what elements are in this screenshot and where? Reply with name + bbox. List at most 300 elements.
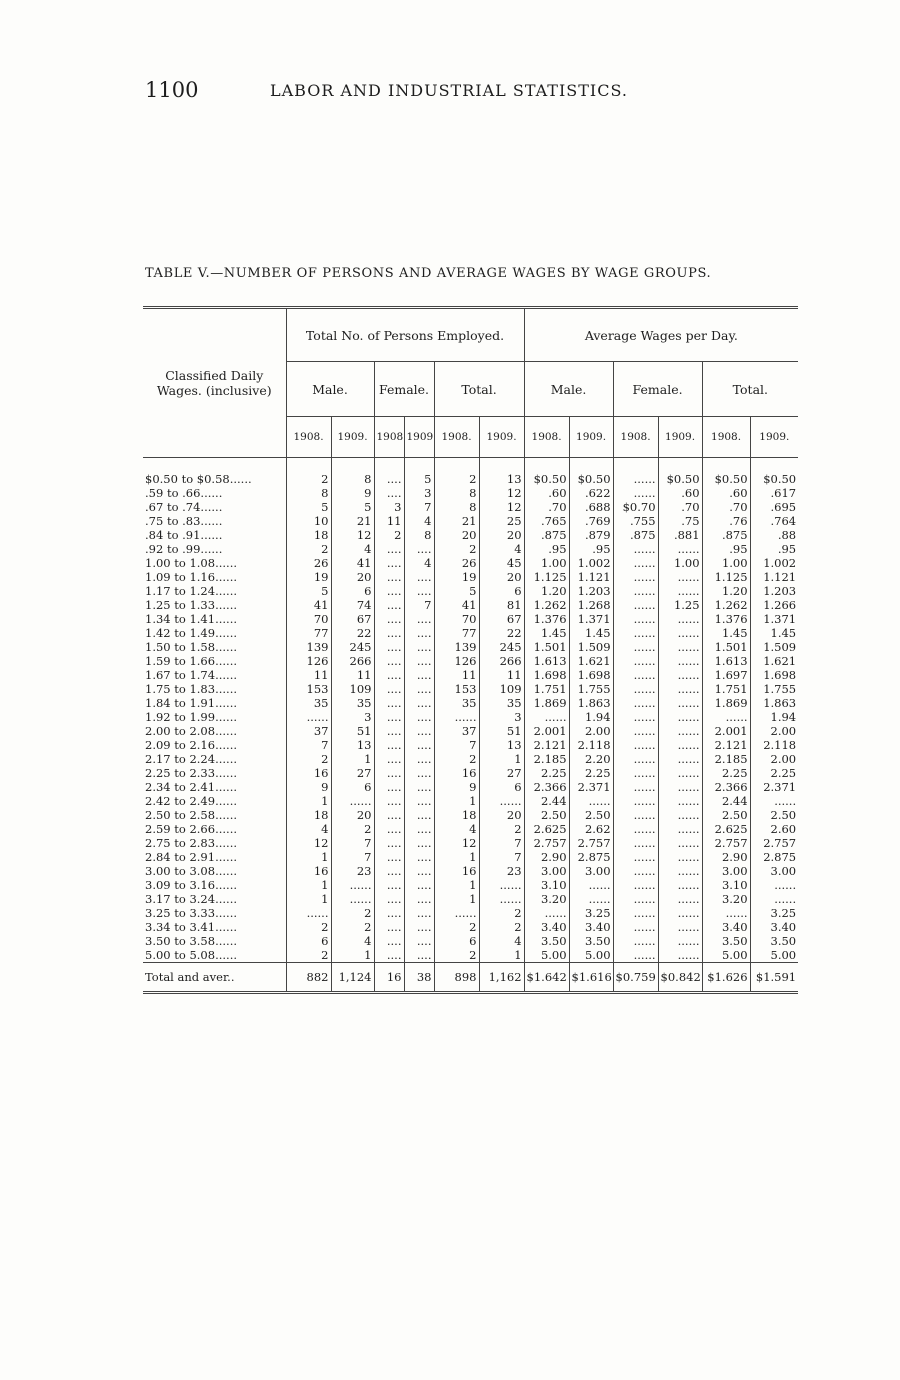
table-cell: 12 [434, 836, 479, 850]
table-cell: 2.757 [569, 836, 613, 850]
table-cell: ...... [658, 808, 702, 822]
wage-range-cell: 1.00 to 1.08...... [145, 556, 237, 570]
table-row [143, 766, 798, 780]
wage-range-cell: 1.17 to 1.24...... [145, 584, 237, 598]
table-cell: ...... [613, 920, 658, 934]
table-cell: 5.00 [569, 948, 613, 963]
table-cell: .... [404, 570, 434, 584]
table-cell: ...... [658, 542, 702, 556]
table-cell: ...... [569, 878, 613, 892]
year-header: 1909. [479, 417, 524, 458]
wage-range-cell: 3.34 to 3.41...... [145, 920, 237, 934]
table-cell: 12 [286, 836, 331, 850]
table-cell: 2 [286, 752, 331, 766]
total-cell: $1.591 [750, 963, 798, 993]
table-cell: 1.376 [524, 612, 569, 626]
table-cell: .... [404, 808, 434, 822]
table-cell: 35 [286, 696, 331, 710]
wage-range-cell: 2.34 to 2.41...... [145, 780, 237, 794]
table-cell: .... [404, 878, 434, 892]
table-cell: 20 [479, 570, 524, 584]
table-cell: 1.751 [524, 682, 569, 696]
year-header: 1908. [434, 417, 479, 458]
table-cell: 2.50 [524, 808, 569, 822]
table-cell: 4 [404, 514, 434, 528]
table-cell: 2 [286, 472, 331, 486]
table-row [143, 794, 798, 808]
table-cell: 35 [434, 696, 479, 710]
table-row [143, 906, 798, 920]
table-row [143, 682, 798, 696]
table-cell: 7 [331, 850, 374, 864]
table-cell: ...... [613, 668, 658, 682]
table-cell: 1.268 [569, 598, 613, 612]
table-cell: 3.50 [569, 934, 613, 948]
wage-range-cell: 2.09 to 2.16...... [145, 738, 237, 752]
table-cell: 2 [286, 542, 331, 556]
table-cell: 20 [331, 808, 374, 822]
table-cell: 245 [331, 640, 374, 654]
table-cell: 5 [286, 500, 331, 514]
table-cell: 3.40 [702, 920, 750, 934]
year-header: 1908. [286, 417, 331, 458]
table-cell: .95 [702, 542, 750, 556]
table-row [143, 626, 798, 640]
table-cell: 1.45 [750, 626, 798, 640]
table-cell: ...... [658, 934, 702, 948]
table-cell: ...... [434, 710, 479, 724]
wage-range-cell: .75 to .83...... [145, 514, 223, 528]
table-cell: .... [374, 542, 404, 556]
table-cell: .879 [569, 528, 613, 542]
total-label: Total and aver.. [143, 963, 286, 993]
table-row [143, 878, 798, 892]
table-cell: .70 [524, 500, 569, 514]
table-cell: 9 [331, 486, 374, 500]
table-cell: .95 [569, 542, 613, 556]
wage-range-cell: 2.50 to 2.58...... [145, 808, 237, 822]
table-cell: 1.262 [702, 598, 750, 612]
table-cell: 3 [404, 486, 434, 500]
table-cell: .... [404, 850, 434, 864]
table-cell: 1.002 [569, 556, 613, 570]
table-cell: 9 [286, 780, 331, 794]
table-cell: 6 [331, 584, 374, 598]
table-cell: 2 [479, 920, 524, 934]
table-cell: 1.002 [750, 556, 798, 570]
table-cell: 11 [374, 514, 404, 528]
wage-range-cell: 3.17 to 3.24...... [145, 892, 237, 906]
table-cell: .... [374, 654, 404, 668]
table-cell: ...... [613, 850, 658, 864]
table-cell: 1.00 [524, 556, 569, 570]
table-cell: .... [404, 780, 434, 794]
table-cell: 3.10 [702, 878, 750, 892]
table-cell: .... [374, 668, 404, 682]
table-cell: 2.625 [524, 822, 569, 836]
table-cell: 35 [479, 696, 524, 710]
table-cell: ...... [658, 654, 702, 668]
table-cell: 3.00 [569, 864, 613, 878]
table-cell: .875 [702, 528, 750, 542]
table-cell: .875 [524, 528, 569, 542]
table-cell: 3 [479, 710, 524, 724]
table-cell: 3.10 [524, 878, 569, 892]
table-cell: 13 [479, 738, 524, 752]
table-cell: .... [404, 626, 434, 640]
table-cell: 1.613 [524, 654, 569, 668]
table-cell: 11 [331, 668, 374, 682]
table-cell: ...... [658, 612, 702, 626]
table-cell: .... [374, 892, 404, 906]
table-cell: 3.25 [750, 906, 798, 920]
table-cell: .60 [524, 486, 569, 500]
table-cell: 1.501 [524, 640, 569, 654]
table-cell: 1.376 [702, 612, 750, 626]
table-cell: 26 [434, 556, 479, 570]
table-cell: ...... [613, 822, 658, 836]
table-cell: 5.00 [524, 948, 569, 963]
table-cell: 81 [479, 598, 524, 612]
table-cell: ...... [702, 906, 750, 920]
table-cell: .... [404, 640, 434, 654]
table-cell: 20 [434, 528, 479, 542]
table-cell: .... [404, 654, 434, 668]
wage-range-cell: 1.84 to 1.91...... [145, 696, 237, 710]
table-cell: 3.50 [524, 934, 569, 948]
table-row [143, 556, 798, 570]
year-header: 1908. [702, 417, 750, 458]
table-cell: .... [404, 724, 434, 738]
table-cell: 3.40 [750, 920, 798, 934]
table-row [143, 892, 798, 906]
table-cell: ...... [479, 878, 524, 892]
table-cell: 2.00 [750, 724, 798, 738]
table-cell: 2.121 [524, 738, 569, 752]
table-cell: 2.121 [702, 738, 750, 752]
total-cell: 1,162 [479, 963, 524, 993]
wage-range-cell: 2.17 to 2.24...... [145, 752, 237, 766]
table-cell: .... [374, 836, 404, 850]
table-cell: 1.869 [702, 696, 750, 710]
table-cell: .... [404, 682, 434, 696]
table-cell: ...... [613, 542, 658, 556]
table-cell: ...... [750, 892, 798, 906]
table-cell: 4 [286, 822, 331, 836]
table-cell: 1.751 [702, 682, 750, 696]
table-cell: ...... [613, 472, 658, 486]
table-cell: $0.50 [750, 472, 798, 486]
table-cell: 2 [434, 542, 479, 556]
table-cell: 126 [434, 654, 479, 668]
table-row [143, 668, 798, 682]
table-cell: ...... [613, 584, 658, 598]
table-cell: 1.121 [569, 570, 613, 584]
table-cell: 11 [434, 668, 479, 682]
table-cell: .... [374, 794, 404, 808]
table-cell: 1.20 [524, 584, 569, 598]
year-header: 1908. [613, 417, 658, 458]
table-cell: 2.625 [702, 822, 750, 836]
table-cell: .... [374, 640, 404, 654]
wage-range-cell: 1.25 to 1.33...... [145, 598, 237, 612]
table-cell: .... [404, 612, 434, 626]
table-cell: 3.50 [702, 934, 750, 948]
table-cell: .... [404, 696, 434, 710]
table-cell: 2 [286, 948, 331, 963]
table-cell: .60 [702, 486, 750, 500]
wage-range-cell: 2.75 to 2.83...... [145, 836, 237, 850]
total-cell: $1.616 [569, 963, 613, 993]
table-row [143, 486, 798, 500]
year-header: 1909. [658, 417, 702, 458]
table-cell: 2.371 [750, 780, 798, 794]
table-cell: 41 [434, 598, 479, 612]
table-cell: ...... [569, 892, 613, 906]
table-cell: 21 [331, 514, 374, 528]
table-cell: 2.00 [750, 752, 798, 766]
table-cell: 67 [479, 612, 524, 626]
table-cell: 23 [479, 864, 524, 878]
table-cell: 16 [434, 766, 479, 780]
wage-rows [143, 458, 798, 963]
wage-range-cell: 1.67 to 1.74...... [145, 668, 237, 682]
table-cell: 18 [434, 808, 479, 822]
table-cell: .88 [750, 528, 798, 542]
table-cell: ...... [613, 878, 658, 892]
table-cell: ...... [613, 864, 658, 878]
table-cell: .... [374, 696, 404, 710]
table-cell: .... [374, 570, 404, 584]
table-cell: 16 [286, 864, 331, 878]
table-cell: 9 [434, 780, 479, 794]
table-cell: .688 [569, 500, 613, 514]
table-cell: .... [404, 892, 434, 906]
sub-header-female-persons: Female. [374, 362, 434, 417]
table-cell: $0.70 [613, 500, 658, 514]
table-cell: ...... [658, 836, 702, 850]
table-cell: ...... [658, 724, 702, 738]
table-cell: .... [374, 724, 404, 738]
table-cell: 37 [434, 724, 479, 738]
table-cell: 2.366 [524, 780, 569, 794]
table-cell: 266 [479, 654, 524, 668]
table-cell: 3.50 [750, 934, 798, 948]
table-cell: 2.90 [702, 850, 750, 864]
table-cell: 2.757 [750, 836, 798, 850]
table-cell: 77 [434, 626, 479, 640]
table-cell: ...... [613, 710, 658, 724]
table-cell: 2 [479, 822, 524, 836]
table-cell: 4 [331, 934, 374, 948]
table-cell: 1 [286, 794, 331, 808]
table-cell: ...... [658, 752, 702, 766]
table-cell: 3.00 [524, 864, 569, 878]
table-row [143, 584, 798, 598]
wage-range-cell: 2.25 to 2.33...... [145, 766, 237, 780]
table-cell: 6 [479, 584, 524, 598]
table-cell: ...... [524, 906, 569, 920]
table-cell: 8 [434, 486, 479, 500]
total-cell: 1,124 [331, 963, 374, 993]
table-cell: ...... [658, 570, 702, 584]
table-cell: ...... [658, 948, 702, 963]
table-cell: ...... [613, 808, 658, 822]
table-cell: 3.25 [569, 906, 613, 920]
table-cell: $0.50 [524, 472, 569, 486]
table-cell: 3.20 [524, 892, 569, 906]
total-cell: $1.626 [702, 963, 750, 993]
table-cell: 1.501 [702, 640, 750, 654]
table-cell: 1.509 [569, 640, 613, 654]
table-cell: .... [374, 472, 404, 486]
wage-range-cell: 5.00 to 5.08...... [145, 948, 237, 962]
table-cell: .755 [613, 514, 658, 528]
table-cell: 18 [286, 808, 331, 822]
table-cell: 8 [286, 486, 331, 500]
table-cell: ...... [479, 794, 524, 808]
table-cell: 109 [479, 682, 524, 696]
table-cell: 12 [331, 528, 374, 542]
table-cell: 2.757 [524, 836, 569, 850]
wage-range-cell: 2.84 to 2.91...... [145, 850, 237, 864]
table-cell: 22 [479, 626, 524, 640]
table-cell: 20 [331, 570, 374, 584]
table-row [143, 500, 798, 514]
table-cell: 245 [479, 640, 524, 654]
table-cell: ...... [658, 850, 702, 864]
table-cell: 1 [286, 892, 331, 906]
table-cell: 1.125 [702, 570, 750, 584]
table-cell: ...... [658, 780, 702, 794]
table-row [143, 612, 798, 626]
table-cell: ...... [613, 780, 658, 794]
stub-header: Classified Daily Wages. (inclusive) [143, 308, 286, 458]
table-cell: ...... [613, 724, 658, 738]
table-cell: .70 [702, 500, 750, 514]
table-row [143, 836, 798, 850]
table-cell: $0.50 [658, 472, 702, 486]
table-cell: 23 [331, 864, 374, 878]
table-cell: .... [374, 864, 404, 878]
table-cell: 5 [286, 584, 331, 598]
table-cell: 5.00 [750, 948, 798, 963]
table-cell: .... [374, 626, 404, 640]
table-cell: 109 [331, 682, 374, 696]
table-cell: ...... [658, 794, 702, 808]
table-cell: 7 [404, 500, 434, 514]
table-cell: 2.118 [569, 738, 613, 752]
year-header: 1909. [750, 417, 798, 458]
table-cell: 2 [331, 920, 374, 934]
table-cell: 7 [434, 738, 479, 752]
table-cell: 2 [434, 752, 479, 766]
table-cell: 1 [434, 892, 479, 906]
table-cell: 2.185 [702, 752, 750, 766]
total-cell: 16 [374, 963, 404, 993]
table-cell: 6 [286, 934, 331, 948]
table-cell: 1.266 [750, 598, 798, 612]
wage-range-cell: 2.00 to 2.08...... [145, 724, 237, 738]
table-cell: .... [374, 612, 404, 626]
table-cell: .695 [750, 500, 798, 514]
table-cell: 8 [434, 500, 479, 514]
table-cell: 5.00 [702, 948, 750, 963]
wage-range-cell: 2.59 to 2.66...... [145, 822, 237, 836]
table-cell: ...... [658, 696, 702, 710]
wage-range-cell: 3.09 to 3.16...... [145, 878, 237, 892]
table-cell: ...... [658, 640, 702, 654]
table-cell: .769 [569, 514, 613, 528]
table-cell: 1.621 [750, 654, 798, 668]
sub-header-total-wages: Total. [702, 362, 798, 417]
table-cell: 20 [479, 808, 524, 822]
table-row [143, 514, 798, 528]
table-cell: 2.44 [702, 794, 750, 808]
table-cell: ...... [613, 752, 658, 766]
table-cell: .... [374, 906, 404, 920]
table-cell: .765 [524, 514, 569, 528]
table-cell: 1 [331, 948, 374, 963]
table-cell: .95 [524, 542, 569, 556]
table-cell: 3.40 [524, 920, 569, 934]
table-cell: ...... [569, 794, 613, 808]
table-cell: ...... [286, 906, 331, 920]
table-cell: 10 [286, 514, 331, 528]
table-cell: 1.371 [569, 612, 613, 626]
table-cell: .... [374, 780, 404, 794]
table-cell: ...... [658, 668, 702, 682]
table-cell: .... [404, 668, 434, 682]
table-cell: ...... [613, 836, 658, 850]
table-cell: 2.44 [524, 794, 569, 808]
table-cell: 18 [286, 528, 331, 542]
table-cell: 2.185 [524, 752, 569, 766]
table-cell: ...... [613, 640, 658, 654]
total-cell: $0.842 [658, 963, 702, 993]
table-cell: .... [374, 752, 404, 766]
table-cell: 2 [374, 528, 404, 542]
table-cell: ...... [702, 710, 750, 724]
table-row [143, 920, 798, 934]
table-row [143, 780, 798, 794]
table-cell: ...... [613, 738, 658, 752]
table-row [143, 710, 798, 724]
table-cell: ...... [658, 738, 702, 752]
table-cell: 1.94 [569, 710, 613, 724]
table-cell: 27 [479, 766, 524, 780]
table-cell: .... [374, 878, 404, 892]
table-cell: 6 [434, 934, 479, 948]
year-header: 1909. [569, 417, 613, 458]
table-cell: .... [404, 906, 434, 920]
wage-range-cell: .59 to .66...... [145, 486, 223, 500]
table-cell: ...... [613, 766, 658, 780]
table-cell: .76 [702, 514, 750, 528]
table-cell: ...... [524, 710, 569, 724]
table-cell: 2.25 [524, 766, 569, 780]
table-cell: 51 [331, 724, 374, 738]
table-cell: ...... [613, 794, 658, 808]
table-cell: 7 [479, 850, 524, 864]
table-cell: 5 [331, 500, 374, 514]
table-cell: 1.00 [658, 556, 702, 570]
wage-range-cell: .67 to .74...... [145, 500, 223, 514]
table-row [143, 570, 798, 584]
wage-range-cell: 2.42 to 2.49...... [145, 794, 237, 808]
table-cell: ...... [613, 934, 658, 948]
wage-range-cell: 3.25 to 3.33...... [145, 906, 237, 920]
